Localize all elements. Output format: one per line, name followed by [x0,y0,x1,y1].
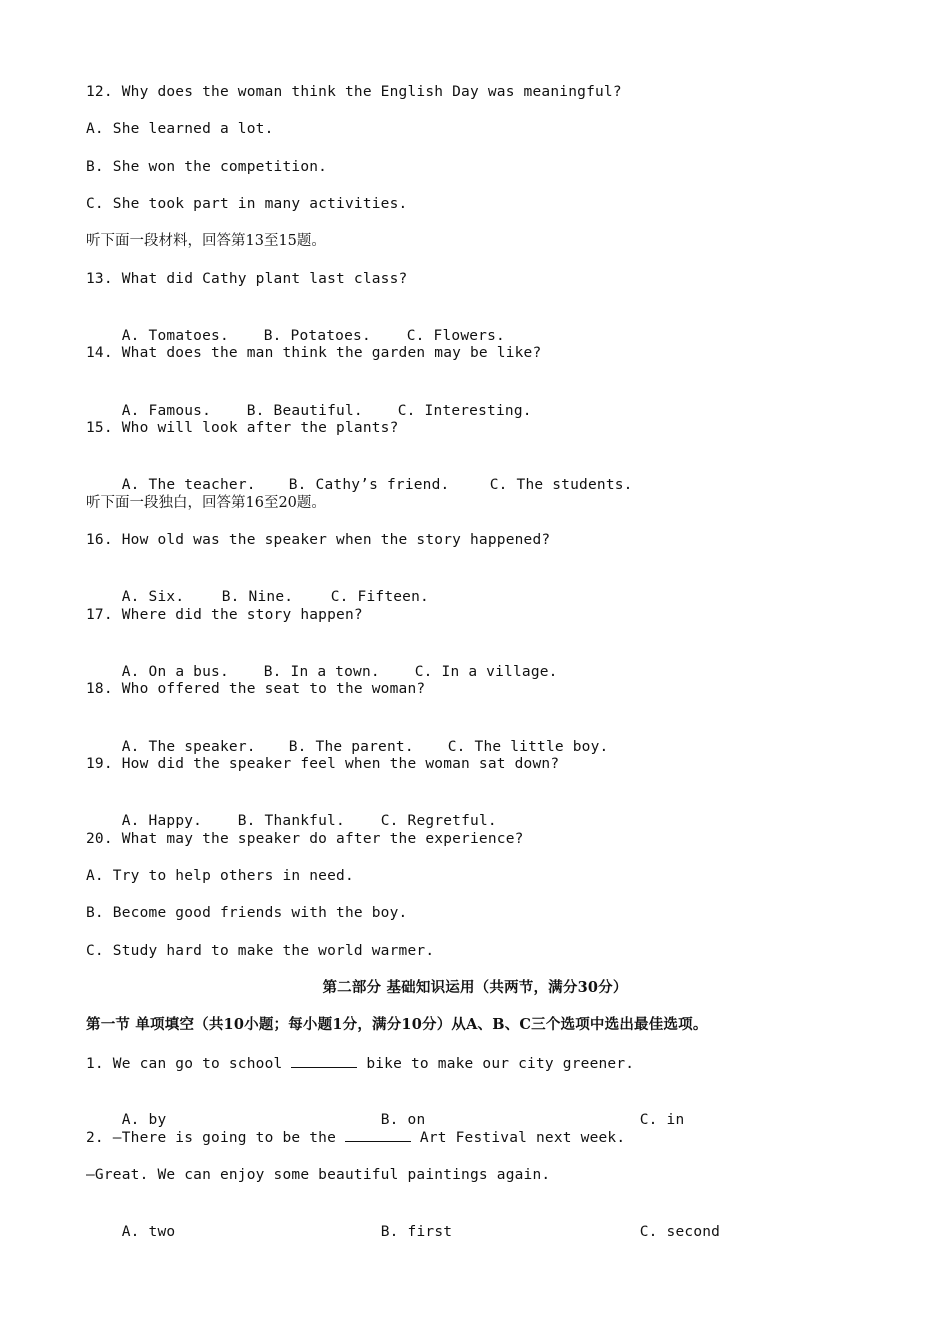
q15-stem: 15. Who will look after the plants? [86,420,399,436]
q19-option-b: B. Thankful. [237,813,345,829]
q13-option-a: A. Tomatoes. [121,328,229,344]
q19-option-c: C. Regretful. [380,813,497,829]
part2-title: 第二部分 基础知识运用（共两节，满分30分） [322,979,628,996]
section1-instruction: 第一节 单项填空（共10小题；每小题1分，满分10分）从A、B、C三个选项中选出最佳选项。 [86,1016,708,1033]
q17-option-a: A. On a bus. [121,664,229,680]
p2-q2-options [86,1202,720,1262]
p2-q2-option-a: A. two [121,1224,176,1240]
instruction-16-20: 听下面一段独白，回答第16至20题。 [86,495,326,511]
q12-stem: 12. Why does the woman think the English Day was meaningful? [86,84,622,100]
q18-option-a: A. The speaker. [121,739,256,755]
q19-option-a: A. Happy. [121,813,203,829]
p2-q1-stem-after: bike to make our city greener. [357,1056,635,1072]
q14-option-b: B. Beautiful. [246,403,363,419]
q18-option-b: B. The parent. [288,739,414,755]
q17-option-c: C. In a village. [414,664,558,680]
p2-q2-stem [86,1127,625,1148]
q17-stem: 17. Where did the story happen? [86,607,363,623]
p2-q2-reply: —Great. We can enjoy some beautiful paintings again. [86,1167,551,1183]
q20-option-a: A. Try to help others in need. [86,868,354,884]
p2-q2-stem-before: 2. —There is going to be the [86,1130,345,1146]
q16-option-b: B. Nine. [221,589,294,605]
q15-option-a: A. The teacher. [121,477,256,493]
q16-option-a: A. Six. [121,589,185,605]
q14-option-a: A. Famous. [121,403,212,419]
q18-option-c: C. The little boy. [447,739,609,755]
q13-option-b: B. Potatoes. [263,328,371,344]
q16-stem: 16. How old was the speaker when the story happened? [86,532,551,548]
q13-option-c: C. Flowers. [406,328,505,344]
p2-q2-option-c: C. second [639,1224,721,1240]
q17-option-b: B. In a town. [263,664,380,680]
q14-option-c: C. Interesting. [397,403,532,419]
p2-q1-stem [86,1053,634,1074]
answer-blank [345,1127,411,1142]
q20-option-c: C. Study hard to make the world warmer. [86,943,435,959]
q20-stem: 20. What may the speaker do after the experience? [86,831,524,847]
q18-stem: 18. Who offered the seat to the woman? [86,681,426,697]
q16-option-c: C. Fifteen. [330,589,429,605]
q12-option-c: C. She took part in many activities. [86,196,408,212]
p2-q1-option-b: B. on [380,1112,426,1128]
p2-q1-option-a: A. by [121,1112,167,1128]
p2-q2-stem-after: Art Festival next week. [410,1130,626,1146]
p2-q1-stem-before: 1. We can go to school [86,1056,292,1072]
q15-option-b: B. Cathy’s friend. [288,477,450,493]
q13-stem: 13. What did Cathy plant last class? [86,271,408,287]
answer-blank [291,1053,357,1068]
p2-q1-option-c: C. in [639,1112,685,1128]
q20-option-b: B. Become good friends with the boy. [86,905,408,921]
q15-option-c: C. The students. [489,477,633,493]
q12-option-b: B. She won the competition. [86,159,328,175]
q14-stem: 14. What does the man think the garden may be like? [86,345,542,361]
instruction-13-15: 听下面一段材料，回答第13至15题。 [86,233,326,249]
p2-q2-option-b: B. first [380,1224,453,1240]
q19-stem: 19. How did the speaker feel when the woman sat down? [86,756,560,772]
q12-option-a: A. She learned a lot. [86,121,274,137]
